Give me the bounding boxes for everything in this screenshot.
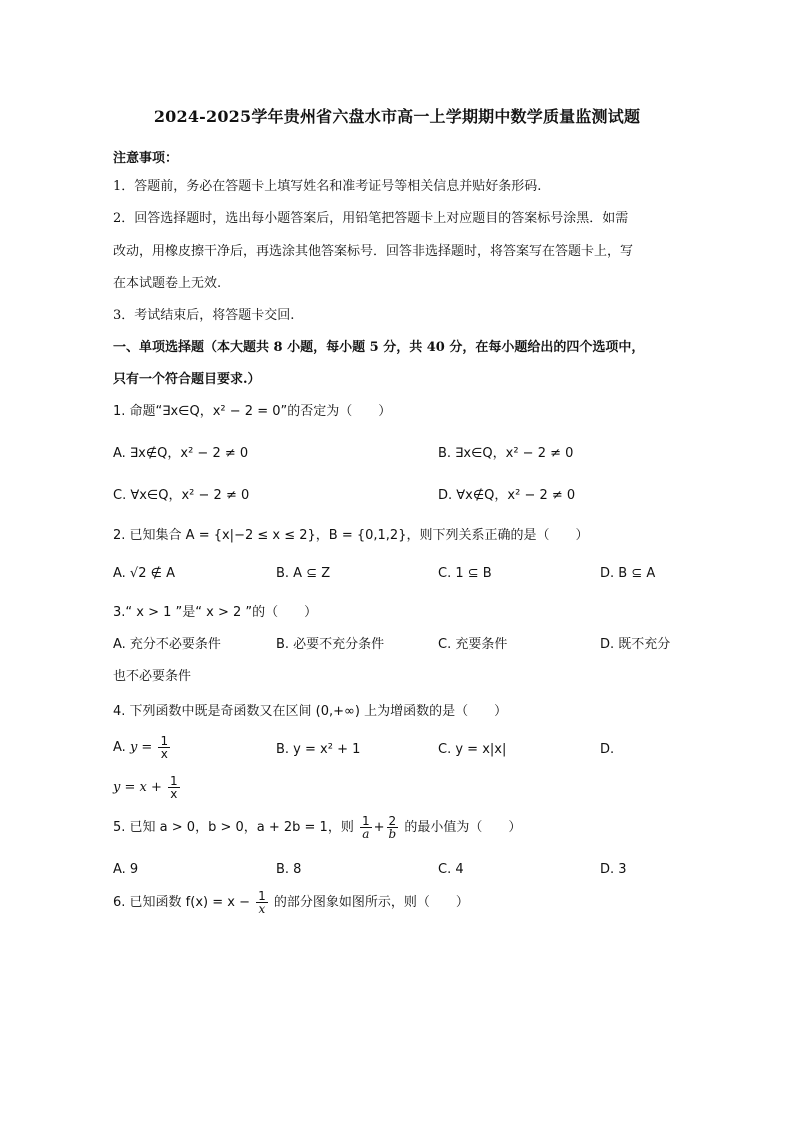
q6-fraction	[256, 890, 268, 915]
question-4-stem: 4. 下列函数中既是奇函数又在区间 (0,+∞) 上为增函数的是（ ）	[113, 704, 508, 719]
page-title: 2024-2025学年贵州省六盘水市高一上学期期中数学质量监测试题	[153, 107, 641, 126]
fraction-denominator: x	[160, 747, 168, 761]
fraction-numerator: 2	[387, 815, 399, 828]
notice-item-1: 1．答题前，务必在答题卡上填写姓名和准考证号等相关信息并贴好条形码.	[113, 179, 542, 194]
q2-option-a: A. √2 ∉ A	[113, 566, 175, 581]
question-1-stem: 1. 命题“∃x∈Q，x² − 2 = 0”的否定为（ ）	[113, 404, 392, 419]
q4-option-d-label: D.	[600, 742, 615, 757]
fraction-numerator: 1	[160, 734, 169, 748]
fraction-denominator: a	[362, 827, 370, 841]
q5-stem-pre: 5. 已知 a > 0，b > 0，a + 2b = 1，则	[113, 820, 354, 835]
q3-option-a: A. 充分不必要条件	[113, 637, 221, 652]
q2-option-c: C. 1 ⊆ B	[438, 566, 492, 581]
q1-option-c: C. ∀x∈Q，x² − 2 ≠ 0	[113, 488, 250, 503]
notice-item-2: 2．回答选择题时，选出每小题答案后，用铅笔把答题卡上对应题目的答案标号涂黑．如需	[113, 211, 629, 226]
q3-option-b: B. 必要不充分条件	[276, 637, 385, 652]
q4-option-a-label: A.	[113, 740, 126, 755]
q5-stem-post: 的最小值为（ ）	[404, 820, 522, 835]
q4-option-a	[113, 735, 172, 760]
section-heading-cont: 只有一个符合题目要求.）	[113, 372, 261, 387]
q4-option-b: B. y = x² + 1	[276, 742, 361, 757]
q6-stem-pre: 6. 已知函数 f(x) = x −	[113, 895, 250, 910]
q3-option-d-cont: 也不必要条件	[113, 669, 192, 684]
q6-stem-post: 的部分图象如图所示，则（ ）	[273, 895, 469, 910]
q5-fraction-2	[387, 815, 399, 840]
q4-option-a-fraction	[158, 735, 170, 760]
notice-item-2-cont: 改动，用橡皮擦干净后，再选涂其他答案标号．回答非选择题时，将答案写在答题卡上，写	[113, 244, 634, 259]
fraction-numerator: 1	[170, 774, 178, 788]
fraction-denominator: b	[388, 827, 397, 841]
q5-option-c: C. 4	[438, 862, 464, 877]
q4-option-a-expr: y =	[129, 740, 153, 755]
q5-fraction-1	[360, 815, 372, 840]
question-5-stem	[113, 815, 521, 840]
q1-option-a: A. ∃x∉Q，x² − 2 ≠ 0	[113, 446, 249, 461]
q2-option-b: B. A ⊆ Z	[276, 566, 331, 581]
fraction-numerator: 1	[361, 814, 370, 828]
q3-option-c: C. 充要条件	[438, 637, 508, 652]
question-6-stem	[113, 890, 469, 915]
q4-option-c: C. y = x|x|	[438, 742, 507, 757]
fraction-denominator: x	[258, 902, 266, 916]
question-3-stem: 3.“ x > 1 ”是“ x > 2 ”的（ ）	[113, 605, 318, 620]
question-2-stem: 2. 已知集合 A = {x|−2 ≤ x ≤ 2}，B = {0,1,2}，则下列关系正确的是（ ）	[113, 528, 589, 543]
q1-option-d: D. ∀x∉Q，x² − 2 ≠ 0	[438, 488, 576, 503]
q4-option-d-fraction	[168, 775, 180, 800]
q3-option-d: D. 既不充分	[600, 637, 671, 652]
q5-plus: +	[373, 820, 385, 835]
q1-option-b: B. ∃x∈Q，x² − 2 ≠ 0	[438, 446, 574, 461]
fraction-numerator: 1	[258, 889, 266, 903]
q4-option-d-expr: y = x +	[113, 780, 162, 795]
notice-item-3: 3．考试结束后，将答题卡交回.	[113, 308, 295, 323]
q4-option-d	[113, 775, 182, 800]
q5-option-b: B. 8	[276, 862, 302, 877]
q2-option-d: D. B ⊆ A	[600, 566, 656, 581]
notice-heading: 注意事项：	[113, 151, 179, 166]
q5-option-d: D. 3	[600, 862, 627, 877]
q5-option-a: A. 9	[113, 862, 139, 877]
notice-item-2-cont2: 在本试题卷上无效.	[113, 276, 222, 291]
section-heading: 一、单项选择题（本大题共 8 小题，每小题 5 分，共 40 分，在每小题给出的四个选项中，	[113, 340, 645, 355]
fraction-denominator: x	[170, 787, 178, 801]
